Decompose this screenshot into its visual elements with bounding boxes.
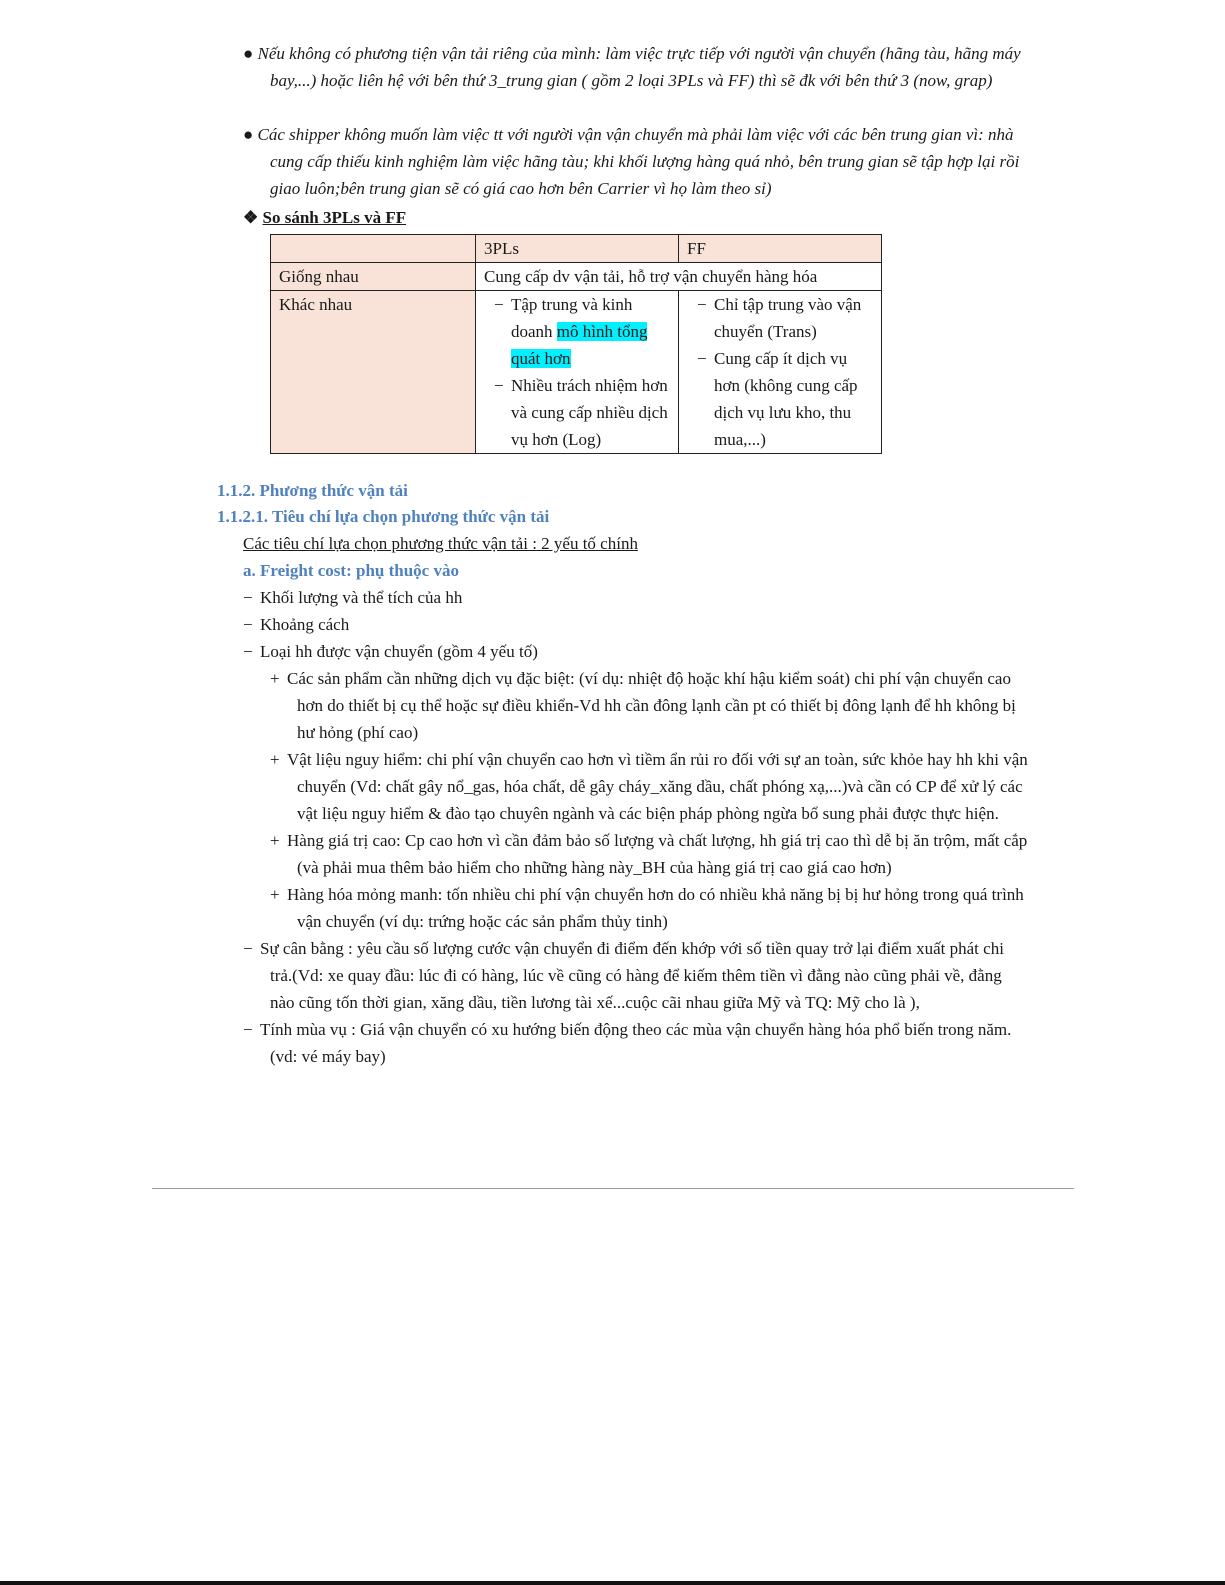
list-item (270, 665, 1028, 746)
plus-marker: + (270, 885, 280, 904)
criteria-intro: Các tiêu chí lựa chọn phương thức vận tải : 2 yếu tố chính (243, 534, 638, 553)
plus-item-text: Hàng hóa mỏng manh: tốn nhiều chi phí vận chuyển hơn do có nhiều khả năng bị bị hư hỏng trong quá trình vận chuyển (ví dụ: trứng hoặc các sản phẩm thủy tinh) (287, 885, 1024, 931)
list-item (484, 291, 670, 372)
table-header-3pls: 3PLs (476, 235, 679, 263)
table-row-diff (271, 291, 882, 454)
dash-marker: − (243, 588, 253, 607)
row-diff-label: Khác nhau (271, 291, 476, 454)
list-item (687, 291, 873, 345)
diamond-icon: ❖ (243, 208, 259, 227)
list-item (243, 935, 1028, 1016)
dash-marker: − (697, 349, 707, 368)
page-divider (152, 1188, 1074, 1189)
compare-heading-text: So sánh 3PLs và FF (262, 208, 407, 227)
list-item (484, 372, 670, 453)
dash-marker: − (243, 642, 253, 661)
highlighted-text: mô hình tổng quát hơn (511, 322, 648, 368)
list-item (270, 827, 1028, 881)
row-diff-ff (679, 291, 882, 454)
list-item (243, 611, 1028, 638)
compare-heading (243, 204, 406, 231)
dash-marker: − (243, 615, 253, 634)
dash-marker: − (243, 939, 253, 958)
compare-table (270, 234, 882, 454)
dash-item-text: Khối lượng và thể tích của hh (260, 588, 463, 607)
dash-item-text: Loại hh được vận chuyển (gồm 4 yếu tố) (260, 642, 538, 661)
dash-marker: − (243, 1020, 253, 1039)
list-item (270, 881, 1028, 935)
row-diff-3pls (476, 291, 679, 454)
dash-item-text: Tính mùa vụ : Giá vận chuyển có xu hướng biến động theo các mùa vận chuyển hàng hóa phổ biến trong năm. (vd: vé máy bay) (260, 1020, 1012, 1066)
section-heading-1121: 1.1.2.1. Tiêu chí lựa chọn phương thức vận tải (217, 507, 550, 526)
plus-list (243, 665, 1028, 935)
row-same-value: Cung cấp dv vận tải, hỗ trợ vận chuyển hàng hóa (476, 263, 882, 291)
pl-item1-text: Tập trung và kinh doanh (511, 295, 633, 341)
table-row-same (271, 263, 882, 291)
ff-item2-text: Cung cấp ít dịch vụ hơn (không cung cấp dịch vụ lưu kho, thu mua,...) (714, 349, 858, 449)
list-item (243, 584, 1028, 611)
dash-marker: − (494, 376, 504, 395)
dash-marker: − (697, 295, 707, 314)
plus-item-text: Các sản phẩm cần những dịch vụ đặc biệt: (ví dụ: nhiệt độ hoặc khí hậu kiểm soát) chi phí vận chuyển cao hơn do thiết bị cụ thể hoặc sự điều khiển-Vd hh cần đông lạnh cần pt có thiết bị đông lạnh để hh không bị hư hỏng (phí cao) (287, 669, 1016, 742)
plus-marker: + (270, 750, 280, 769)
dash-marker: − (494, 295, 504, 314)
row-same-label: Giống nhau (271, 263, 476, 291)
dash-item-text: Khoảng cách (260, 615, 350, 634)
section-heading-112: 1.1.2. Phương thức vận tải (217, 481, 408, 500)
intro-bullet-1: ● Nếu không có phương tiện vận tải riêng của mình: làm việc trực tiếp với người vận chuyển (hãng tàu, hãng máy bay,...) hoặc liên hệ với bên thứ 3_trung gian ( gồm 2 loại 3PLs và FF) thì sẽ đk với bên thứ 3 (now, grap) (243, 44, 1021, 90)
table-header-row (271, 235, 882, 263)
bottom-edge (0, 1581, 1225, 1585)
list-item (270, 746, 1028, 827)
table-corner-cell (271, 235, 476, 263)
plus-marker: + (270, 831, 280, 850)
ff-item1-text: Chỉ tập trung vào vận chuyển (Trans) (714, 295, 862, 341)
list-item (243, 638, 1028, 665)
criteria-list (243, 584, 1028, 1070)
list-item (243, 1016, 1028, 1070)
subheading-freight-cost: a. Freight cost: phụ thuộc vào (243, 561, 459, 580)
intro-bullet-2: ● Các shipper không muốn làm việc tt với người vận vận chuyển mà phải làm việc với các bên trung gian vì: nhà cung cấp thiếu kinh nghiệm làm việc hãng tàu; khi khối lượng hàng quá nhỏ, bên trung gian sẽ tập hợp lại rồi giao luôn;bên trung gian sẽ có giá cao hơn bên Carrier vì họ làm theo sỉ) (243, 125, 1020, 198)
plus-item-text: Vật liệu nguy hiểm: chi phí vận chuyển cao hơn vì tiềm ẩn rủi ro đối với sự an toàn, sức khỏe hay hh khi vận chuyển (Vd: chất gây nổ_gas, hóa chất, dễ gây cháy_xăng dầu, chất phóng xạ,...)và cần có CP để xử lý các vật liệu nguy hiểm & đào tạo chuyên ngành và các biện pháp phòng ngừa bổ sung phải được thực hiện. (287, 750, 1028, 823)
list-item (687, 345, 873, 453)
plus-item-text: Hàng giá trị cao: Cp cao hơn vì cần đảm bảo số lượng và chất lượng, hh giá trị cao thì dễ bị ăn trộm, mất cắp (và phải mua thêm bảo hiểm cho những hàng này_BH của hàng giá trị cao giá cao hơn) (287, 831, 1028, 877)
pl-item2-text: Nhiều trách nhiệm hơn và cung cấp nhiều dịch vụ hơn (Log) (511, 376, 668, 449)
table-header-ff: FF (679, 235, 882, 263)
plus-marker: + (270, 669, 280, 688)
dash-item-text: Sự cân bằng : yêu cầu số lượng cước vận chuyển đi điểm đến khớp với số tiền quay trở lại điểm xuất phát chi trả.(Vd: xe quay đầu: lúc đi có hàng, lúc về cũng có hàng để kiếm thêm tiền vì đằng nào cũng phải về, đằng nào cũng tốn thời gian, xăng dầu, tiền lương tài xế...cuộc cãi nhau giữa Mỹ và TQ: Mỹ cho là ), (260, 939, 1004, 1012)
